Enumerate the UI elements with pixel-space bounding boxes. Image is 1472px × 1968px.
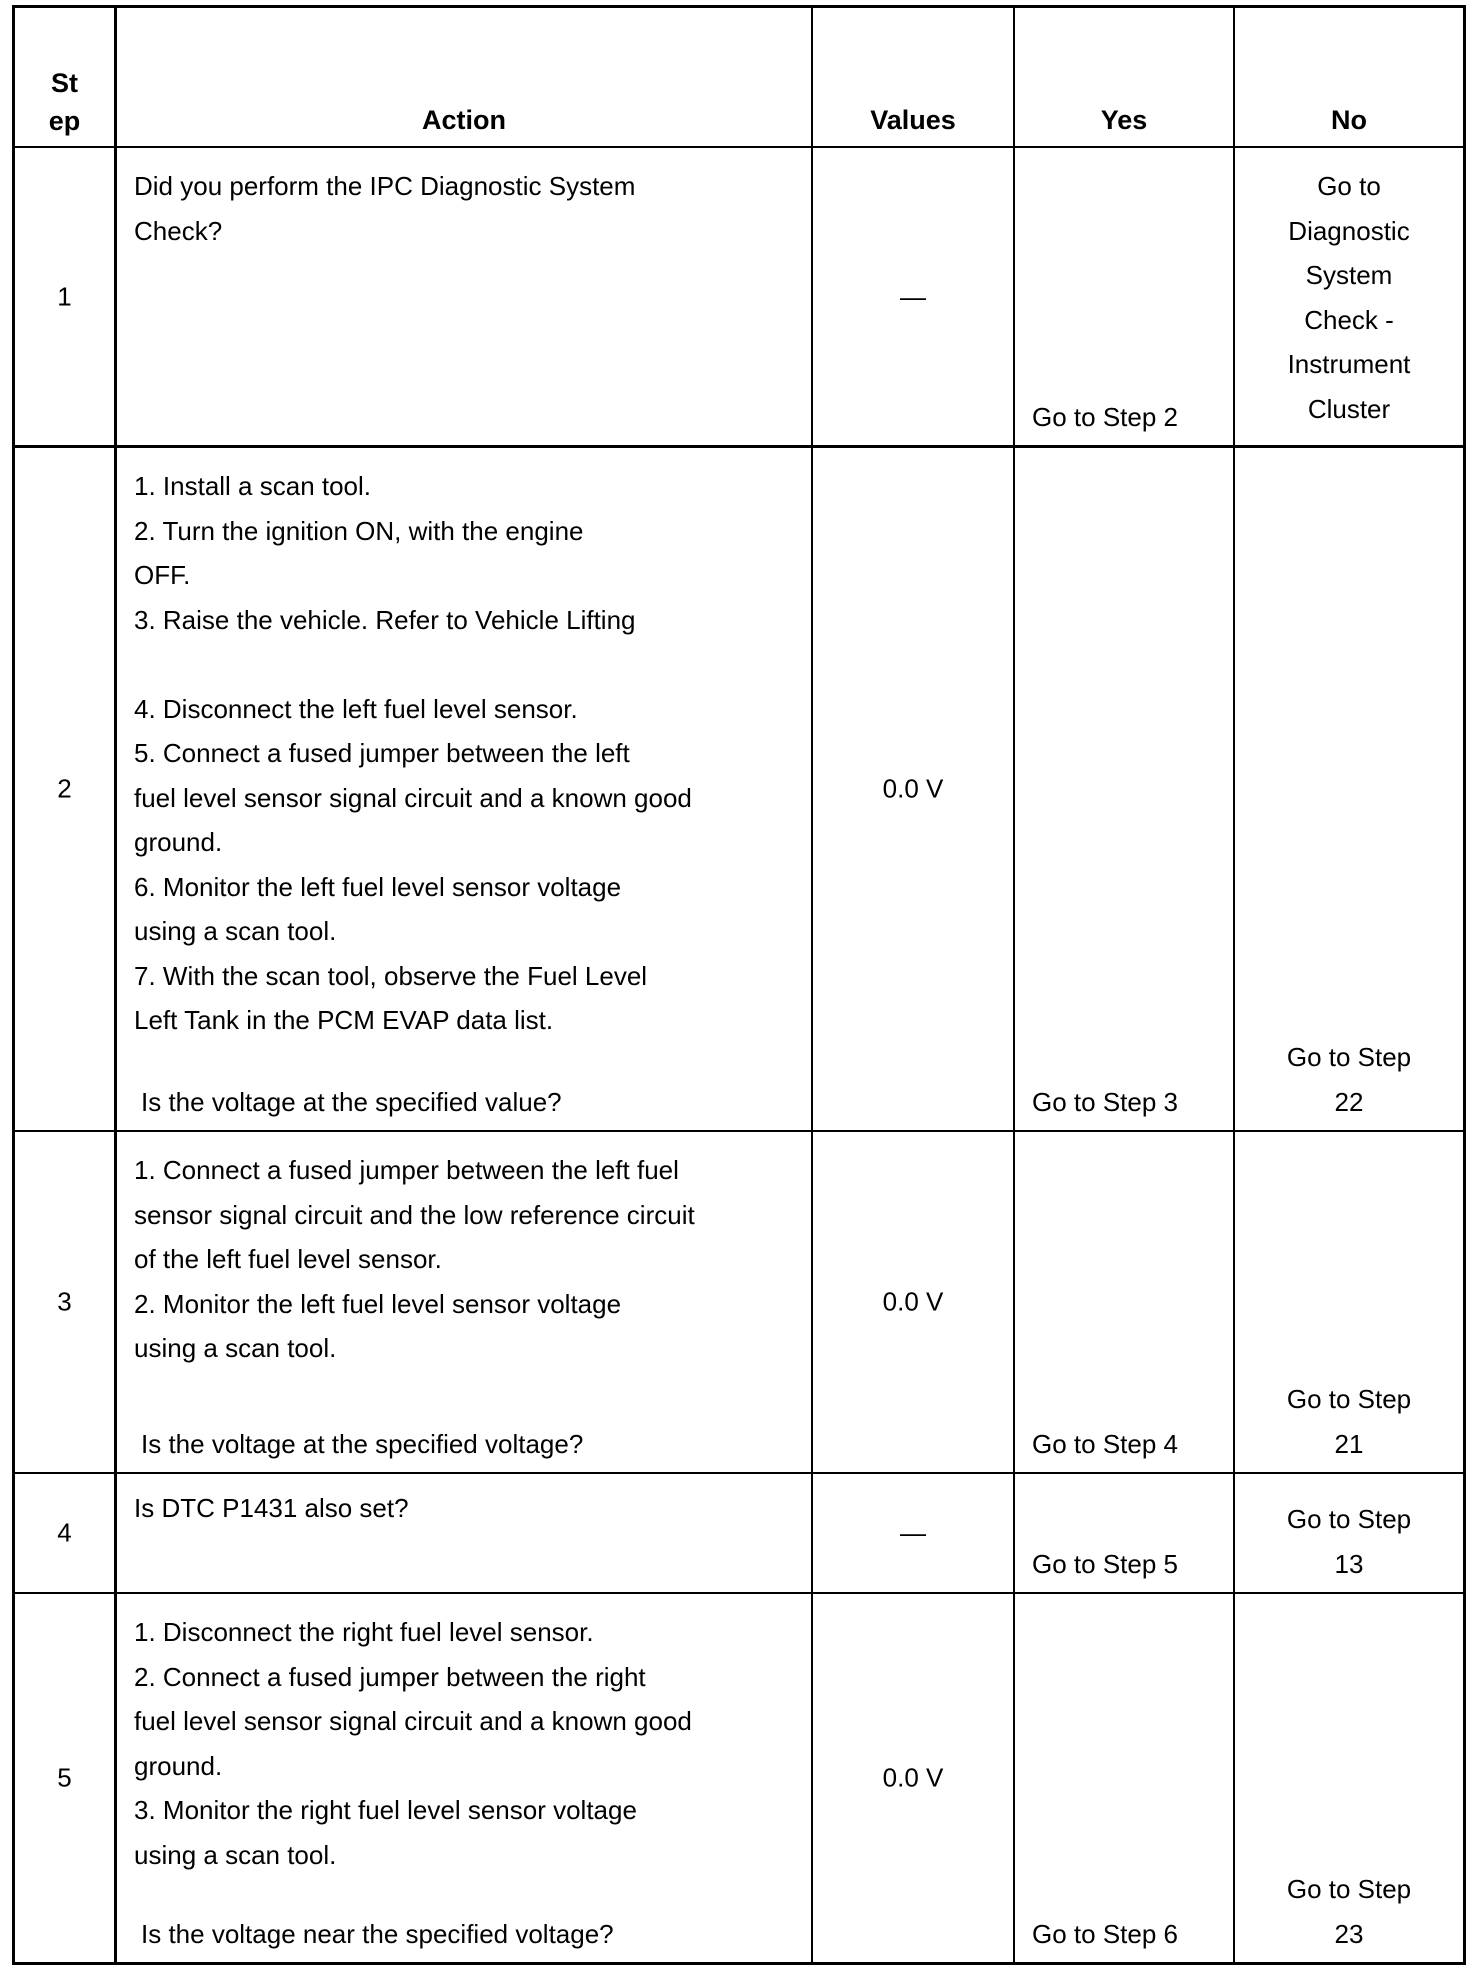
no-cell: Go to Step 22 (1286, 1042, 1412, 1117)
header-step-line1: St (51, 68, 78, 98)
no-cell: Go to Diagnostic System Check - Instrument Cluster (1287, 171, 1411, 424)
values-cell: 0.0 V (813, 1594, 1015, 1962)
header-row (15, 8, 1463, 148)
values-cell: 0.0 V (813, 1132, 1015, 1472)
action-cell: 1. Install a scan tool. 2. Turn the ignition ON, with the engine OFF. 3. Raise the vehicle. Refer to Vehicle Lifting 4. Disconnect the left fuel level sensor. 5. Connect a fused jumper between the left fuel level sensor signal circuit and a known good ground. 6. Monitor the left fuel level sensor voltage using a scan tool. 7. With the scan tool, observe the Fuel Level Left Tank in the PCM EVAP data list. Is the voltage at the specified value? (117, 448, 813, 1130)
step-cell: 3 (15, 1132, 117, 1472)
values-cell: 0.0 V (813, 448, 1015, 1130)
yes-cell: Go to Step 6 (1015, 1594, 1235, 1962)
header-no: No (1331, 105, 1367, 135)
table-row (15, 148, 1463, 448)
header-action: Action (117, 8, 813, 146)
table-row (15, 1474, 1463, 1594)
diagnostic-table (12, 5, 1466, 1965)
header-step (15, 8, 117, 146)
action-cell: 1. Connect a fused jumper between the left fuel sensor signal circuit and the low reference circuit of the left fuel level sensor. 2. Monitor the left fuel level sensor voltage using a scan tool. Is the voltage at the specified voltage? (117, 1132, 813, 1472)
table-row (15, 448, 1463, 1132)
table-row (15, 1594, 1463, 1962)
action-cell: Did you perform the IPC Diagnostic System Check? (117, 148, 813, 445)
step-cell: 5 (15, 1594, 117, 1962)
values-cell: — (813, 148, 1015, 445)
header-yes: Yes (1015, 8, 1235, 146)
no-cell: Go to Step 13 (1286, 1504, 1412, 1579)
header-values: Values (813, 8, 1015, 146)
yes-cell: Go to Step 2 (1015, 148, 1235, 445)
yes-cell: Go to Step 3 (1015, 448, 1235, 1130)
action-cell: Is DTC P1431 also set? (117, 1474, 813, 1592)
table-row (15, 1132, 1463, 1474)
step-cell: 1 (15, 148, 117, 445)
yes-cell: Go to Step 5 (1015, 1474, 1235, 1592)
no-cell: Go to Step 21 (1286, 1384, 1412, 1459)
values-cell: — (813, 1474, 1015, 1592)
no-cell: Go to Step 23 (1286, 1874, 1412, 1949)
header-step-line2: ep (48, 106, 81, 136)
yes-cell: Go to Step 4 (1015, 1132, 1235, 1472)
action-cell: 1. Disconnect the right fuel level sensor. 2. Connect a fused jumper between the right fuel level sensor signal circuit and a known good ground. 3. Monitor the right fuel level sensor voltage using a scan tool. Is the voltage near the specified voltage? (117, 1594, 813, 1962)
step-cell: 4 (15, 1474, 117, 1592)
step-cell: 2 (15, 448, 117, 1130)
